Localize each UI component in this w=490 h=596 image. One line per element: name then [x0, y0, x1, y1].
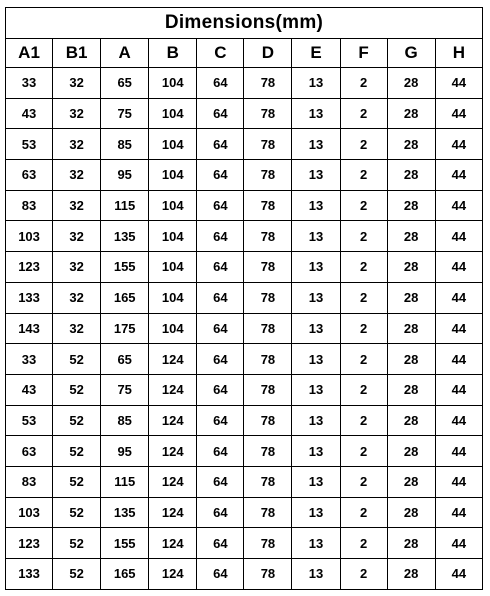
table-row [6, 436, 483, 467]
table-cell: 33 [6, 68, 53, 99]
table-cell: 2 [340, 405, 387, 436]
table-row [6, 98, 483, 129]
table-cell: 2 [340, 282, 387, 313]
table-cell: 44 [435, 68, 482, 99]
table-cell: 95 [101, 436, 149, 467]
table-cell: 133 [6, 282, 53, 313]
table-cell: 65 [101, 68, 149, 99]
table-row [6, 405, 483, 436]
table-cell: 44 [435, 282, 482, 313]
table-cell: 104 [149, 68, 197, 99]
table-cell: 44 [435, 344, 482, 375]
table-cell: 64 [197, 313, 244, 344]
table-cell: 124 [149, 559, 197, 590]
table-cell: 104 [149, 282, 197, 313]
table-row [6, 466, 483, 497]
table-cell: 83 [6, 190, 53, 221]
table-cell: 32 [53, 160, 101, 191]
table-cell: 52 [53, 466, 101, 497]
table-cell: 124 [149, 497, 197, 528]
table-cell: 124 [149, 405, 197, 436]
table-row [6, 344, 483, 375]
table-cell: 2 [340, 68, 387, 99]
table-cell: 78 [244, 344, 292, 375]
table-cell: 2 [340, 436, 387, 467]
table-cell: 135 [101, 221, 149, 252]
table-cell: 32 [53, 68, 101, 99]
column-header: D [244, 39, 292, 68]
table-cell: 28 [387, 160, 435, 191]
table-cell: 32 [53, 129, 101, 160]
table-cell: 28 [387, 98, 435, 129]
table-cell: 64 [197, 221, 244, 252]
table-cell: 103 [6, 497, 53, 528]
table-cell: 44 [435, 436, 482, 467]
column-header: F [340, 39, 387, 68]
table-cell: 13 [292, 559, 340, 590]
table-cell: 44 [435, 129, 482, 160]
table-cell: 165 [101, 282, 149, 313]
table-cell: 64 [197, 98, 244, 129]
table-cell: 64 [197, 344, 244, 375]
table-cell: 52 [53, 374, 101, 405]
table-cell: 124 [149, 528, 197, 559]
table-row [6, 68, 483, 99]
table-cell: 64 [197, 68, 244, 99]
table-cell: 64 [197, 497, 244, 528]
table-cell: 78 [244, 466, 292, 497]
table-cell: 44 [435, 559, 482, 590]
column-header: A [101, 39, 149, 68]
table-cell: 32 [53, 221, 101, 252]
column-header: H [435, 39, 482, 68]
column-header: C [197, 39, 244, 68]
table-cell: 52 [53, 497, 101, 528]
table-cell: 28 [387, 559, 435, 590]
table-cell: 64 [197, 190, 244, 221]
table-cell: 85 [101, 405, 149, 436]
table-cell: 44 [435, 313, 482, 344]
table-row [6, 252, 483, 283]
table-cell: 2 [340, 129, 387, 160]
table-cell: 135 [101, 497, 149, 528]
table-cell: 28 [387, 313, 435, 344]
table-cell: 78 [244, 497, 292, 528]
table-cell: 78 [244, 129, 292, 160]
table-cell: 78 [244, 160, 292, 191]
table-row [6, 221, 483, 252]
table-cell: 44 [435, 190, 482, 221]
table-cell: 32 [53, 252, 101, 283]
table-cell: 104 [149, 221, 197, 252]
table-cell: 13 [292, 374, 340, 405]
table-cell: 78 [244, 559, 292, 590]
table-cell: 43 [6, 98, 53, 129]
table-cell: 44 [435, 497, 482, 528]
table-cell: 13 [292, 190, 340, 221]
table-cell: 28 [387, 466, 435, 497]
table-cell: 13 [292, 528, 340, 559]
table-cell: 65 [101, 344, 149, 375]
table-cell: 13 [292, 98, 340, 129]
table-cell: 104 [149, 129, 197, 160]
table-cell: 64 [197, 466, 244, 497]
table-cell: 2 [340, 313, 387, 344]
table-row [6, 559, 483, 590]
table-cell: 155 [101, 528, 149, 559]
table-cell: 78 [244, 68, 292, 99]
table-cell: 104 [149, 98, 197, 129]
table-cell: 28 [387, 405, 435, 436]
dimensions-sheet [5, 7, 483, 590]
table-cell: 28 [387, 344, 435, 375]
table-cell: 52 [53, 436, 101, 467]
table-row [6, 190, 483, 221]
table-cell: 104 [149, 190, 197, 221]
table-cell: 32 [53, 98, 101, 129]
table-cell: 52 [53, 344, 101, 375]
table-cell: 124 [149, 374, 197, 405]
table-cell: 2 [340, 559, 387, 590]
table-cell: 175 [101, 313, 149, 344]
table-cell: 28 [387, 282, 435, 313]
table-cell: 33 [6, 344, 53, 375]
table-cell: 53 [6, 129, 53, 160]
table-cell: 32 [53, 282, 101, 313]
table-cell: 2 [340, 252, 387, 283]
table-cell: 124 [149, 466, 197, 497]
table-cell: 28 [387, 221, 435, 252]
table-cell: 2 [340, 497, 387, 528]
table-cell: 64 [197, 374, 244, 405]
table-cell: 64 [197, 252, 244, 283]
table-cell: 78 [244, 190, 292, 221]
table-cell: 78 [244, 282, 292, 313]
table-row [6, 160, 483, 191]
table-body [6, 68, 483, 590]
table-cell: 44 [435, 528, 482, 559]
table-cell: 28 [387, 436, 435, 467]
table-cell: 44 [435, 98, 482, 129]
table-cell: 32 [53, 313, 101, 344]
table-cell: 44 [435, 252, 482, 283]
table-cell: 28 [387, 528, 435, 559]
table-cell: 13 [292, 344, 340, 375]
title-row [6, 8, 483, 39]
table-cell: 28 [387, 374, 435, 405]
table-cell: 2 [340, 466, 387, 497]
table-cell: 155 [101, 252, 149, 283]
table-row [6, 374, 483, 405]
table-cell: 64 [197, 436, 244, 467]
table-cell: 2 [340, 528, 387, 559]
table-cell: 13 [292, 497, 340, 528]
table-cell: 32 [53, 190, 101, 221]
table-cell: 123 [6, 252, 53, 283]
column-header: G [387, 39, 435, 68]
table-cell: 2 [340, 344, 387, 375]
table-cell: 2 [340, 160, 387, 191]
table-cell: 75 [101, 98, 149, 129]
table-cell: 53 [6, 405, 53, 436]
table-cell: 104 [149, 313, 197, 344]
column-header-row [6, 39, 483, 68]
table-cell: 52 [53, 405, 101, 436]
column-header: A1 [6, 39, 53, 68]
table-cell: 13 [292, 436, 340, 467]
table-row [6, 528, 483, 559]
table-cell: 64 [197, 282, 244, 313]
table-cell: 83 [6, 466, 53, 497]
table-cell: 13 [292, 282, 340, 313]
dimensions-table [5, 7, 483, 590]
table-cell: 115 [101, 466, 149, 497]
table-title: Dimensions(mm) [6, 8, 483, 39]
table-cell: 52 [53, 559, 101, 590]
table-cell: 78 [244, 405, 292, 436]
table-cell: 95 [101, 160, 149, 191]
table-cell: 13 [292, 405, 340, 436]
table-cell: 104 [149, 252, 197, 283]
table-cell: 43 [6, 374, 53, 405]
table-cell: 44 [435, 160, 482, 191]
table-cell: 78 [244, 221, 292, 252]
table-cell: 75 [101, 374, 149, 405]
table-cell: 104 [149, 160, 197, 191]
table-cell: 64 [197, 559, 244, 590]
table-cell: 13 [292, 252, 340, 283]
table-cell: 13 [292, 68, 340, 99]
table-cell: 103 [6, 221, 53, 252]
table-cell: 2 [340, 374, 387, 405]
table-cell: 13 [292, 313, 340, 344]
table-cell: 133 [6, 559, 53, 590]
table-cell: 2 [340, 98, 387, 129]
table-cell: 123 [6, 528, 53, 559]
table-cell: 13 [292, 160, 340, 191]
column-header: E [292, 39, 340, 68]
table-cell: 2 [340, 190, 387, 221]
table-cell: 44 [435, 466, 482, 497]
table-cell: 28 [387, 129, 435, 160]
column-header: B [149, 39, 197, 68]
table-cell: 44 [435, 374, 482, 405]
table-cell: 78 [244, 252, 292, 283]
table-cell: 115 [101, 190, 149, 221]
column-header: B1 [53, 39, 101, 68]
table-cell: 78 [244, 374, 292, 405]
table-cell: 28 [387, 68, 435, 99]
table-cell: 64 [197, 405, 244, 436]
table-cell: 64 [197, 129, 244, 160]
table-cell: 63 [6, 160, 53, 191]
table-cell: 124 [149, 344, 197, 375]
table-cell: 78 [244, 436, 292, 467]
table-cell: 13 [292, 466, 340, 497]
table-cell: 13 [292, 129, 340, 160]
table-cell: 44 [435, 405, 482, 436]
table-cell: 124 [149, 436, 197, 467]
table-cell: 64 [197, 528, 244, 559]
table-cell: 28 [387, 497, 435, 528]
table-cell: 28 [387, 190, 435, 221]
table-row [6, 313, 483, 344]
table-cell: 52 [53, 528, 101, 559]
table-cell: 13 [292, 221, 340, 252]
table-row [6, 129, 483, 160]
table-cell: 64 [197, 160, 244, 191]
table-cell: 44 [435, 221, 482, 252]
table-row [6, 497, 483, 528]
table-cell: 28 [387, 252, 435, 283]
table-cell: 78 [244, 313, 292, 344]
table-cell: 78 [244, 98, 292, 129]
table-row [6, 282, 483, 313]
table-cell: 85 [101, 129, 149, 160]
table-cell: 78 [244, 528, 292, 559]
table-cell: 143 [6, 313, 53, 344]
table-cell: 63 [6, 436, 53, 467]
table-cell: 2 [340, 221, 387, 252]
table-cell: 165 [101, 559, 149, 590]
